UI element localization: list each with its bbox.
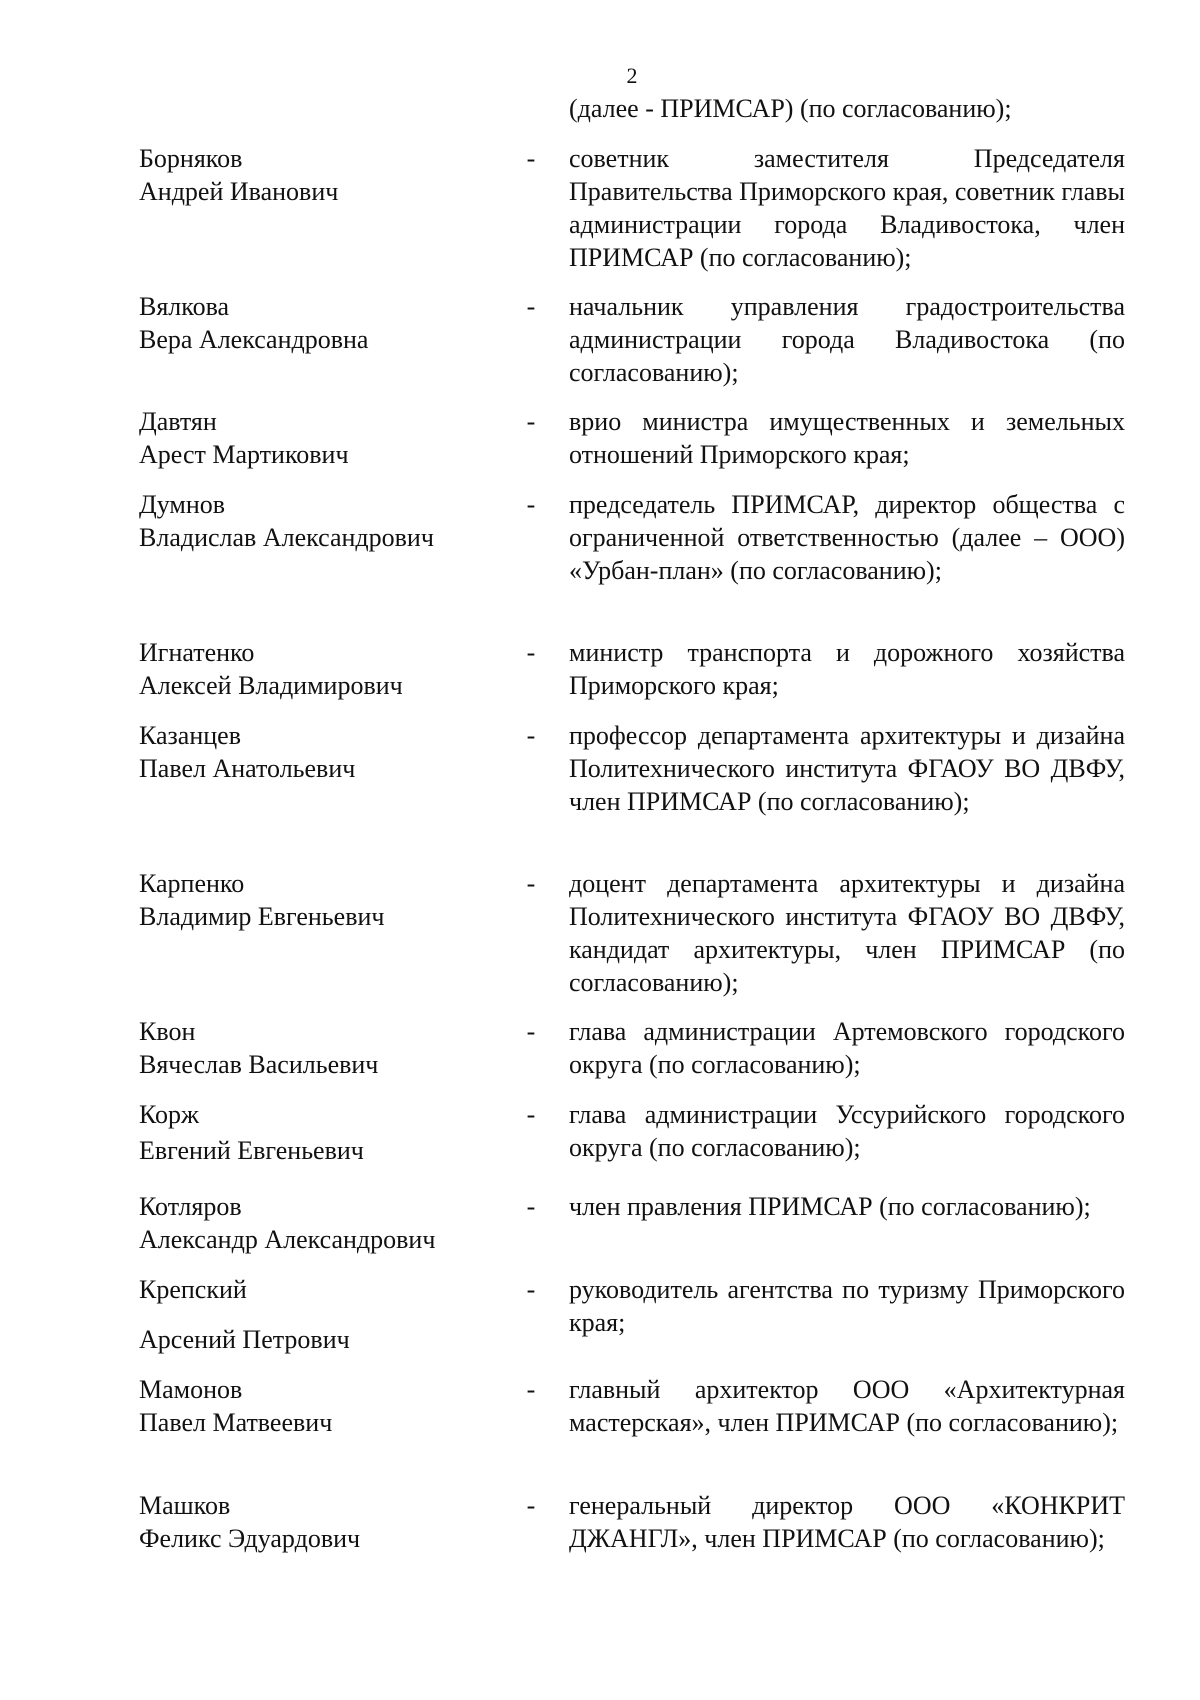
member-surname: Думнов xyxy=(139,490,226,519)
member-name xyxy=(139,636,499,702)
member-surname: Корж xyxy=(139,1100,200,1129)
member-name xyxy=(139,1273,499,1356)
member-name xyxy=(139,719,499,785)
member-name xyxy=(139,1489,499,1555)
dash-separator: - xyxy=(526,1491,536,1520)
member-position: председатель ПРИМСАР, директор общества с ограниченной ответственностью (далее – ООО) «Урбан-план» (по согласованию); xyxy=(569,490,1125,585)
member-given-names: Владимир Евгеньевич xyxy=(139,902,385,931)
member-given-names: Вячеслав Васильевич xyxy=(139,1050,379,1079)
member-position: министр транспорта и дорожного хозяйства Приморского края; xyxy=(569,638,1125,700)
member-surname: Вялкова xyxy=(139,292,230,321)
member-given-names: Александр Александрович xyxy=(139,1225,436,1254)
member-surname: Котляров xyxy=(139,1192,242,1221)
member-surname: Борняков xyxy=(139,144,243,173)
member-position: профессор департамента архитектуры и дизайна Политехнического института ФГАОУ ВО ДВФУ, член ПРИМСАР (по согласованию); xyxy=(569,721,1125,816)
member-surname: Квон xyxy=(139,1017,196,1046)
member-surname: Казанцев xyxy=(139,721,241,750)
member-given-names: Феликс Эдуардович xyxy=(139,1524,361,1553)
dash-separator: - xyxy=(526,869,536,898)
member-name xyxy=(139,867,499,933)
dash-separator: - xyxy=(526,292,536,321)
member-given-names: Андрей Иванович xyxy=(139,177,339,206)
member-surname: Давтян xyxy=(139,407,217,436)
dash-separator: - xyxy=(526,721,536,750)
member-name xyxy=(139,290,499,356)
member-name xyxy=(139,1190,499,1256)
member-position: главный архитектор ООО «Архитектурная мастерская», член ПРИМСАР (по согласованию); xyxy=(569,1375,1125,1437)
member-position: член правления ПРИМСАР (по согласованию); xyxy=(569,1192,1091,1221)
member-position: врио министра имущественных и земельных отношений Приморского края; xyxy=(569,407,1125,469)
member-name xyxy=(139,1373,499,1439)
member-surname: Игнатенко xyxy=(139,638,255,667)
member-given-names: Арест Мартикович xyxy=(139,440,349,469)
member-given-names: Вера Александровна xyxy=(139,325,369,354)
member-given-names: Павел Матвеевич xyxy=(139,1408,333,1437)
dash-separator: - xyxy=(526,490,536,519)
member-name xyxy=(139,405,499,471)
member-given-names: Павел Анатольевич xyxy=(139,754,356,783)
dash-separator: - xyxy=(526,407,536,436)
member-surname: Крепский xyxy=(139,1275,247,1304)
member-given-names: Евгений Евгеньевич xyxy=(139,1136,364,1165)
continuation-text: (далее - ПРИМСАР) (по согласованию); xyxy=(569,94,1012,123)
member-surname: Машков xyxy=(139,1491,231,1520)
member-given-names: Владислав Александрович xyxy=(139,523,434,552)
dash-separator: - xyxy=(526,1192,536,1221)
member-name xyxy=(139,142,499,208)
member-name xyxy=(139,1098,499,1167)
dash-separator: - xyxy=(526,144,536,173)
page-number: 2 xyxy=(626,63,638,88)
dash-separator: - xyxy=(526,638,536,667)
member-name xyxy=(139,1015,499,1081)
dash-separator: - xyxy=(526,1275,536,1304)
member-position: советник заместителя Председателя Правительства Приморского края, советник главы администрации города Владивостока, член ПРИМСАР (по согласованию); xyxy=(569,144,1125,272)
member-position: руководитель агентства по туризму Приморского края; xyxy=(569,1275,1125,1337)
member-position: глава администрации Артемовского городского округа (по согласованию); xyxy=(569,1017,1125,1079)
member-surname: Мамонов xyxy=(139,1375,243,1404)
member-name xyxy=(139,488,499,554)
dash-separator: - xyxy=(526,1017,536,1046)
dash-separator: - xyxy=(526,1375,536,1404)
member-surname: Карпенко xyxy=(139,869,245,898)
dash-separator: - xyxy=(526,1100,536,1129)
member-position: доцент департамента архитектуры и дизайна Политехнического института ФГАОУ ВО ДВФУ, кандидат архитектуры, член ПРИМСАР (по согласованию); xyxy=(569,869,1125,997)
member-position: генеральный директор ООО «КОНКРИТ ДЖАНГЛ», член ПРИМСАР (по согласованию); xyxy=(569,1491,1125,1553)
member-given-names: Арсений Петрович xyxy=(139,1325,350,1354)
member-position: начальник управления градостроительства администрации города Владивостока (по согласованию); xyxy=(569,292,1125,387)
member-position: глава администрации Уссурийского городского округа (по согласованию); xyxy=(569,1100,1125,1162)
member-given-names: Алексей Владимирович xyxy=(139,671,403,700)
